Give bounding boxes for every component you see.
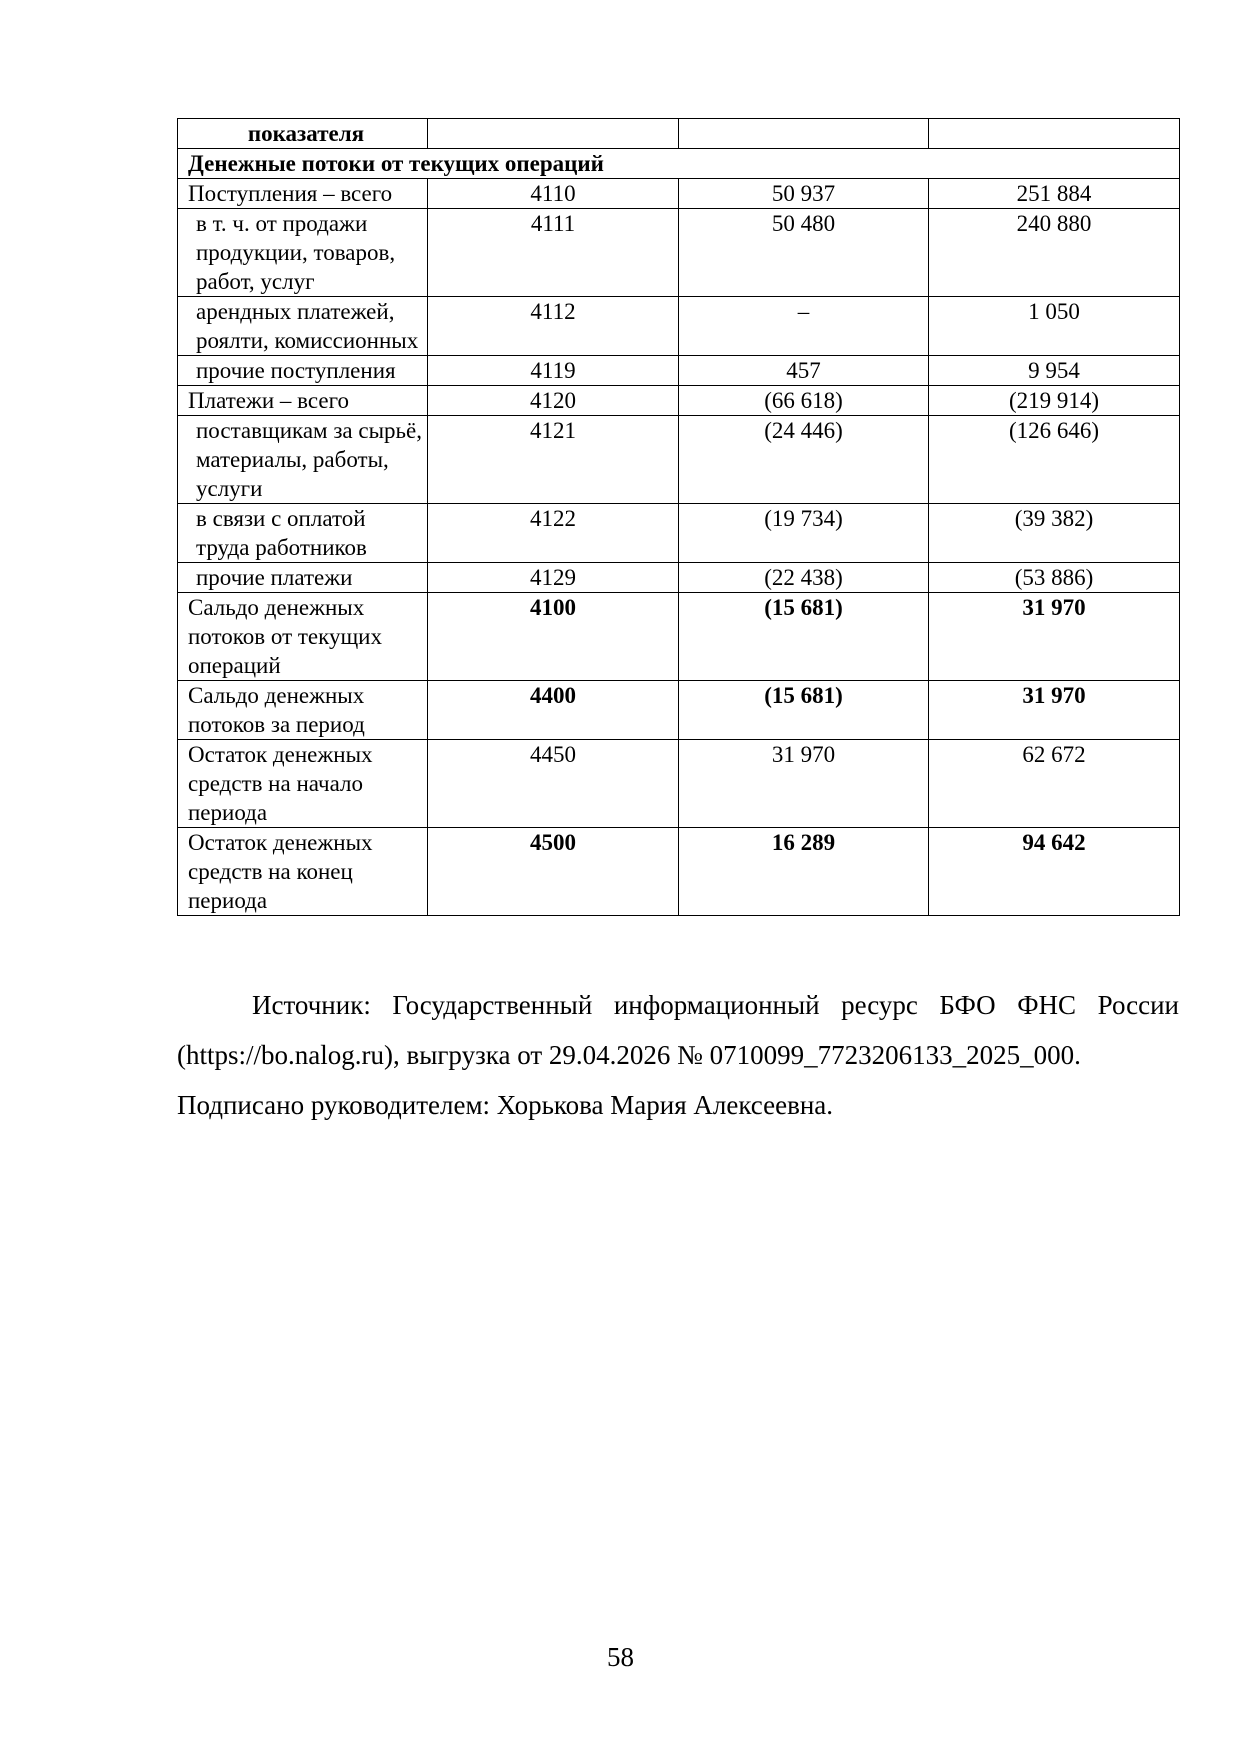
table-header-row xyxy=(178,119,1180,149)
table-row xyxy=(178,416,1180,504)
row-code: 4111 xyxy=(428,209,679,297)
row-value-2: (39 382) xyxy=(929,504,1180,563)
row-value-2: 62 672 xyxy=(929,740,1180,828)
row-name: в связи с оплатой труда работников xyxy=(178,504,428,563)
source-line-1: Источник: Государственный информационный ресурс БФО ФНС России xyxy=(252,990,1179,1020)
row-value-1: (19 734) xyxy=(679,504,929,563)
row-name: Остаток денежных средств на начало периода xyxy=(178,740,428,828)
row-code: 4119 xyxy=(428,356,679,386)
row-value-1: (15 681) xyxy=(679,593,929,681)
source-line-2: (https://bo.nalog.ru), выгрузка от 29.04.2026 № 0710099_7723206133_2025_000. xyxy=(177,1040,1081,1070)
row-code: 4500 xyxy=(428,828,679,916)
table-row xyxy=(178,593,1180,681)
row-value-1: (15 681) xyxy=(679,681,929,740)
row-code: 4129 xyxy=(428,563,679,593)
row-name: в т. ч. от продажи продукции, товаров, работ, услуг xyxy=(178,209,428,297)
row-code: 4121 xyxy=(428,416,679,504)
source-line-3: Подписано руководителем: Хорькова Мария Алексеевна. xyxy=(177,1090,834,1120)
cash-flow-table xyxy=(177,118,1180,916)
row-name: Остаток денежных средств на конец периода xyxy=(178,828,428,916)
row-value-2: (219 914) xyxy=(929,386,1180,416)
row-value-2: 9 954 xyxy=(929,356,1180,386)
row-value-2: 31 970 xyxy=(929,593,1180,681)
header-cell-indicator: показателя xyxy=(178,119,428,149)
row-name: прочие платежи xyxy=(178,563,428,593)
row-value-2: 94 642 xyxy=(929,828,1180,916)
row-code: 4450 xyxy=(428,740,679,828)
row-value-1: 31 970 xyxy=(679,740,929,828)
row-value-1: (24 446) xyxy=(679,416,929,504)
table-row xyxy=(178,179,1180,209)
table-row xyxy=(178,681,1180,740)
header-cell-code xyxy=(428,119,679,149)
table-row xyxy=(178,504,1180,563)
table-row xyxy=(178,356,1180,386)
row-value-2: 251 884 xyxy=(929,179,1180,209)
header-cell-period-2 xyxy=(929,119,1180,149)
row-name: прочие поступления xyxy=(178,356,428,386)
row-name: Поступления – всего xyxy=(178,179,428,209)
row-name: Сальдо денежных потоков от текущих операций xyxy=(178,593,428,681)
row-value-1: 50 937 xyxy=(679,179,929,209)
row-value-1: (66 618) xyxy=(679,386,929,416)
row-value-1: 457 xyxy=(679,356,929,386)
row-value-2: (53 886) xyxy=(929,563,1180,593)
page-number: 58 xyxy=(607,1642,634,1672)
row-value-2: (126 646) xyxy=(929,416,1180,504)
source-note xyxy=(177,980,1179,1130)
table-row xyxy=(178,828,1180,916)
row-name: Сальдо денежных потоков за период xyxy=(178,681,428,740)
row-name: поставщикам за сырьё, материалы, работы, услуги xyxy=(178,416,428,504)
row-code: 4112 xyxy=(428,297,679,356)
section-title: Денежные потоки от текущих операций xyxy=(178,149,1180,179)
table-row xyxy=(178,740,1180,828)
row-code: 4122 xyxy=(428,504,679,563)
row-code: 4100 xyxy=(428,593,679,681)
table-row xyxy=(178,297,1180,356)
header-cell-period-1 xyxy=(679,119,929,149)
row-value-2: 240 880 xyxy=(929,209,1180,297)
row-value-1: 50 480 xyxy=(679,209,929,297)
table-row xyxy=(178,386,1180,416)
table-row xyxy=(178,563,1180,593)
row-code: 4400 xyxy=(428,681,679,740)
table-row xyxy=(178,209,1180,297)
row-value-1: 16 289 xyxy=(679,828,929,916)
section-row xyxy=(178,149,1180,179)
row-code: 4110 xyxy=(428,179,679,209)
row-value-1: (22 438) xyxy=(679,563,929,593)
row-value-2: 31 970 xyxy=(929,681,1180,740)
row-value-2: 1 050 xyxy=(929,297,1180,356)
row-name: арендных платежей, роялти, комиссионных xyxy=(178,297,428,356)
row-name: Платежи – всего xyxy=(178,386,428,416)
table-body xyxy=(178,119,1180,916)
row-code: 4120 xyxy=(428,386,679,416)
row-value-1: – xyxy=(679,297,929,356)
